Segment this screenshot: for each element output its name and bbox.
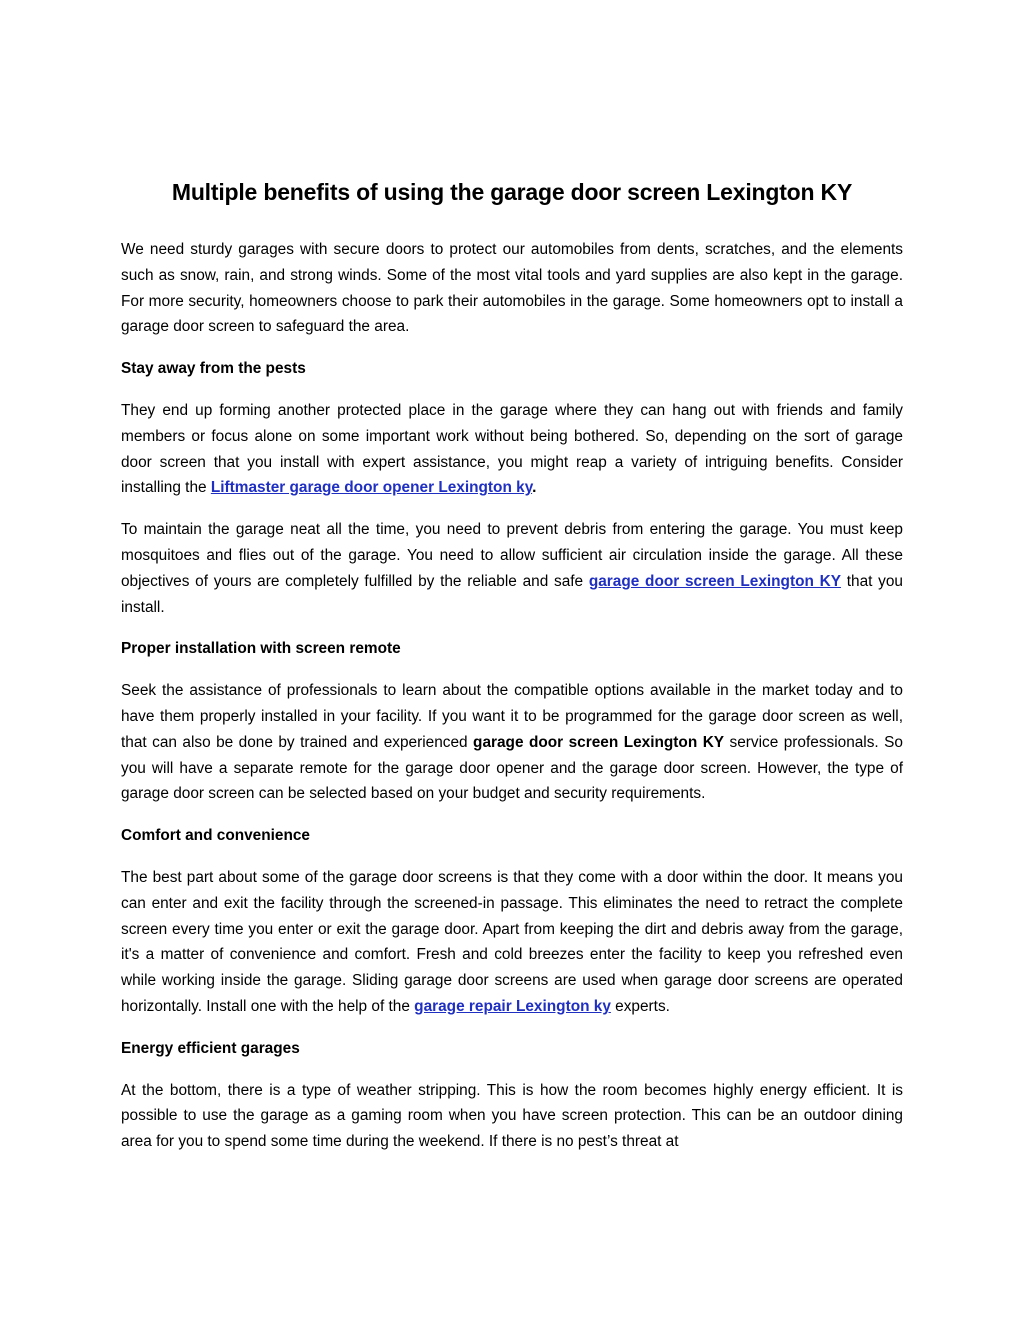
pests-paragraph-1-end: . xyxy=(532,479,537,497)
garage-repair-link[interactable]: garage repair Lexington ky xyxy=(414,997,611,1015)
energy-paragraph: At the bottom, there is a type of weather stripping. This is how the room becomes highly energy efficient. It is possible to use the garage as a gaming room when you have screen protection. This can be an outdoor dining area for you to spend some time during the weekend. If there is no pest’s threat at xyxy=(121,1081,903,1151)
document-title: Multiple benefits of using the garage door screen Lexington KY xyxy=(171,179,853,205)
installation-paragraph xyxy=(121,678,903,807)
section-heading-pests: Stay away from the pests xyxy=(121,360,306,378)
installation-paragraph-start: Seek the assistance of professionals to learn about the compatible options available in the market today and to have them properly installed in your facility. If you want it to be programmed for the garage door screen as well, that can also be done by trained and experienced xyxy=(121,682,903,751)
section-heading-energy: Energy efficient garages xyxy=(121,1039,300,1057)
document-page xyxy=(121,176,903,1171)
comfort-paragraph xyxy=(121,865,903,1020)
comfort-paragraph-end: experts. xyxy=(610,997,670,1015)
section-heading-installation: Proper installation with screen remote xyxy=(121,640,401,658)
garage-door-screen-link[interactable]: garage door screen Lexington KY xyxy=(588,572,842,590)
installation-paragraph-bold: garage door screen Lexington KY xyxy=(473,733,725,751)
pests-paragraph-2 xyxy=(121,517,903,620)
comfort-paragraph-text: The best part about some of the garage door screens is that they come with a door within the door. It means you can enter and exit the facility through the screened-in passage. This eliminates the need to retract the complete screen every time you enter or exit the garage door. Apart from keeping the dirt and debris away from the garage, it's a matter of convenience and comfort. Fresh and cold breezes enter the facility to keep you refreshed even while working inside the garage. Sliding garage door screens are used when garage door screens are operated horizontally. Install one with the help of the xyxy=(121,868,903,1015)
pests-paragraph-1-text: They end up forming another protected place in the garage where they can hang out with friends and family members or focus alone on some important work without being bothered. So, depending on the sort of garage door screen that you install with expert assistance, you might reap a variety of intriguing benefits. Consider installing the xyxy=(121,401,903,497)
pests-paragraph-2-end: that you install. xyxy=(121,572,903,616)
pests-paragraph-2-text: To maintain the garage neat all the time, you need to prevent debris from entering the garage. You must keep mosquitoes and flies out of the garage. You need to allow sufficient air circulation inside the garage. All these objectives of yours are completely fulfilled by the reliable and safe xyxy=(121,521,903,590)
pests-paragraph-1 xyxy=(121,398,903,501)
installation-paragraph-end: service professionals. So you will have a separate remote for the garage door opener and the garage door screen. However, the type of garage door screen can be selected based on your budget and security requirements. xyxy=(121,733,903,803)
section-heading-comfort: Comfort and convenience xyxy=(121,827,310,845)
liftmaster-opener-link[interactable]: Liftmaster garage door opener Lexington ky xyxy=(210,479,533,497)
intro-paragraph: We need sturdy garages with secure doors to protect our automobiles from dents, scratches, and the elements such as snow, rain, and strong winds. Some of the most vital tools and yard supplies are also kept in the garage. For more security, homeowners choose to park their automobiles in the garage. Some homeowners opt to install a garage door screen to safeguard the area. xyxy=(121,241,903,336)
